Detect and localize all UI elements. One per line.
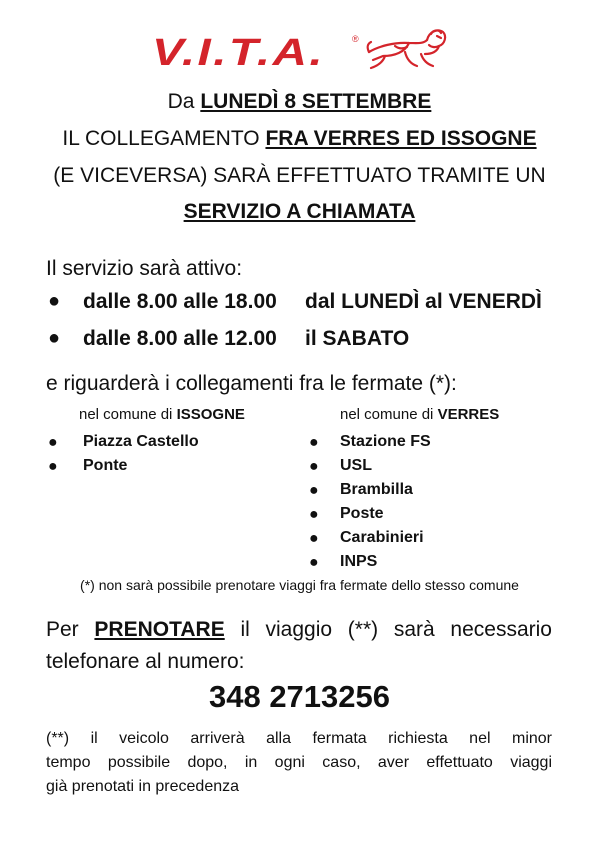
headline-line-2 — [0, 127, 599, 151]
bullet-icon: ● — [309, 482, 319, 499]
footnote-line-1: (**) il veicolo arriverà alla fermata richiesta nel minor — [46, 730, 552, 747]
bullet-icon: ● — [48, 434, 58, 451]
heading-prefix: nel comune di — [79, 406, 177, 423]
verres-stop: INPS — [340, 553, 378, 570]
schedule-intro: Il servizio sarà attivo: — [46, 257, 243, 280]
schedule-hours-2: dalle 8.00 alle 12.00 — [83, 327, 277, 350]
booking-suffix: il viaggio (**) sarà necessario — [240, 618, 552, 641]
schedule-days-1: dal LUNEDÌ al VENERDÌ — [305, 290, 542, 313]
headline-line-3: (E VICEVERSA) SARÀ EFFETTUATO TRAMITE UN — [53, 164, 546, 187]
verres-heading — [340, 406, 499, 423]
bullet-icon: ● — [309, 434, 319, 451]
verres-stop: Carabinieri — [340, 529, 424, 546]
stops-intro: e riguarderà i collegamenti fra le fermate (*): — [46, 372, 457, 395]
bullet-icon: ● — [309, 554, 319, 571]
phone-number: 348 2713256 — [208, 679, 391, 714]
headline-line-1 — [0, 90, 599, 114]
vita-logo — [152, 22, 448, 76]
route-prefix: IL COLLEGAMENTO — [62, 127, 266, 150]
logo-text: V.I.T.A. — [152, 32, 326, 74]
bullet-icon: ● — [309, 506, 319, 523]
booking-line-2: telefonare al numero: — [46, 650, 245, 673]
booking-prefix: Per — [46, 618, 79, 641]
issogne-heading — [79, 406, 245, 423]
registered-mark: ® — [352, 34, 359, 44]
footnote-line-2: tempo possibile dopo, in ogni caso, aver effettuato viaggi — [46, 754, 552, 771]
verres-stop: USL — [340, 457, 372, 474]
issogne-stop: Piazza Castello — [83, 433, 199, 450]
booking-line-1 — [46, 618, 552, 642]
verres-stop: Brambilla — [340, 481, 413, 498]
bullet-icon: ● — [48, 290, 61, 312]
lion-icon — [365, 22, 449, 76]
bullet-icon: ● — [48, 458, 58, 475]
town-name: VERRES — [437, 406, 500, 423]
route-name: FRA VERRES ED ISSOGNE — [265, 127, 537, 150]
bullet-icon: ● — [48, 327, 61, 349]
booking-action: PRENOTARE — [94, 618, 225, 641]
verres-stop: Stazione FS — [340, 433, 431, 450]
service-type: SERVIZIO A CHIAMATA — [183, 200, 416, 223]
town-name: ISSOGNE — [176, 406, 245, 423]
headline-prefix: Da — [167, 90, 201, 113]
heading-prefix: nel comune di — [340, 406, 438, 423]
footnote-line-3: già prenotati in precedenza — [46, 778, 240, 795]
headline-line-4 — [0, 200, 599, 224]
stops-note: (*) non sarà possibile prenotare viaggi fra fermate dello stesso comune — [80, 577, 519, 593]
verres-stop: Poste — [340, 505, 384, 522]
start-date: LUNEDÌ 8 SETTEMBRE — [200, 90, 432, 113]
bullet-icon: ● — [309, 530, 319, 547]
schedule-hours-1: dalle 8.00 alle 18.00 — [83, 290, 277, 313]
issogne-stop: Ponte — [83, 457, 128, 474]
bullet-icon: ● — [309, 458, 319, 475]
schedule-days-2: il SABATO — [305, 327, 410, 350]
